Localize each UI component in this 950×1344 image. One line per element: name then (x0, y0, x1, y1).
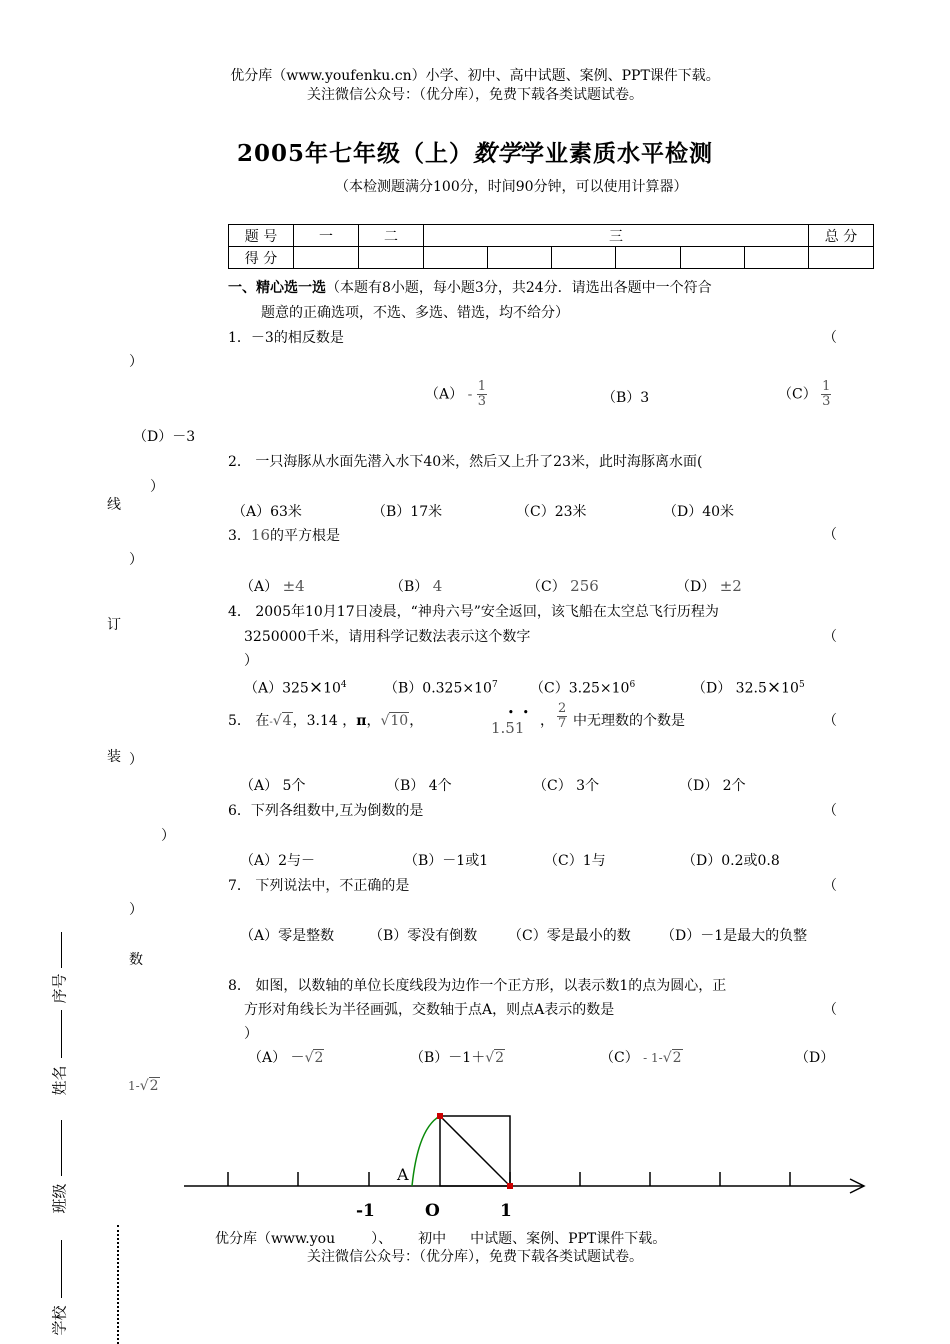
q4-stem-1: 4． 2005年10月17日凌晨，“神舟六号”安全返回，该飞船在太空总飞行历程为 (228, 604, 719, 620)
q4-d-label: （D） 32.5 (692, 680, 767, 697)
xuexiao-underline[interactable] (61, 1240, 62, 1298)
q8-a-label: （A） － (248, 1050, 305, 1066)
q8-c-value: - 1- (643, 1051, 663, 1065)
title-part-2: 数学 (473, 140, 521, 167)
q5-n4-radicand: 10 (390, 713, 409, 729)
q5-n2: ，3.14 ， (292, 713, 357, 729)
q5-n6-fraction (557, 702, 567, 731)
q3-b-label: （B） (390, 579, 429, 595)
q1-a-label: （A） (425, 386, 464, 403)
footer-line-1 (215, 1229, 666, 1249)
xuhao-underline[interactable] (61, 932, 62, 968)
score-table (228, 224, 874, 269)
q3-a-value: ±4 (282, 577, 305, 595)
score-cell-2: 二 (359, 225, 424, 247)
q4-stem-2: 3250000千米，请用科学记数法表示这个数字 (244, 629, 531, 645)
page-title (0, 135, 950, 168)
q2-option-a[interactable]: （A）63米 (232, 504, 302, 520)
radius-arc (412, 1116, 440, 1186)
title-part-1: 2005年七年级（上） (236, 140, 473, 167)
q8-option-c[interactable] (600, 1048, 683, 1068)
q6-paren-open: （ (823, 803, 837, 819)
q7-option-d[interactable]: （D）－1是最大的负整 (661, 928, 808, 944)
score-table-header-row (229, 225, 874, 247)
q6-option-a[interactable]: （A）2与－ (240, 853, 316, 869)
q8-b-radicand: 2 (495, 1050, 505, 1066)
q3-d-label: （D） (676, 579, 716, 595)
q5-paren-open: （ (823, 713, 837, 729)
q3-d-value: ±2 (719, 577, 742, 595)
footer-part-1: 优分库（www.you (215, 1231, 336, 1247)
q6-stem: 6．下列各组数中,互为倒数的是 (228, 803, 424, 819)
q4-a-exp: 4 (340, 680, 347, 690)
q4-b-ten: 10 (474, 680, 492, 697)
q4-b-times: × (462, 680, 475, 697)
footer-part-4: 中试题、案例、PPT课件下载。 (470, 1231, 667, 1247)
q5-comma-1: ， (366, 713, 381, 729)
q3-paren-open: （ (823, 527, 837, 543)
q1-paren-close: ） (129, 354, 143, 370)
q3-paren-close: ） (129, 552, 143, 568)
q4-d-times: × (766, 677, 782, 698)
q3-number: 3． (228, 528, 251, 544)
q8-stem-1: 8． 如图，以数轴的单位长度线段为边作一个正方形，以表示数1的点为圆心，正 (228, 978, 727, 994)
score-table-value-row (229, 247, 874, 269)
q1-a-den: 3 (477, 394, 487, 409)
section-1-heading (228, 278, 712, 298)
score-value-3b[interactable] (488, 247, 552, 269)
q4-c-times: × (599, 680, 612, 697)
q4-a-label: （A）325 (244, 680, 309, 697)
q2-option-d[interactable]: （D）40米 (663, 504, 735, 520)
q3-option-d[interactable] (676, 576, 742, 597)
q5-n4-sqrt: √10 (380, 713, 409, 729)
q3-option-b[interactable] (390, 576, 442, 597)
q1-c-label: （C） (778, 386, 817, 403)
margin-zhuang: 装 (107, 749, 121, 765)
footer-line-2: 关注微信公众号：（优分库），免费下载各类试题试卷。 (307, 1249, 643, 1265)
q5-lead: 5． 在 (228, 713, 270, 729)
q4-d-exp: 5 (798, 680, 805, 690)
q4-option-b[interactable] (384, 675, 498, 699)
q6-paren-close: ） (161, 828, 175, 844)
tick-label-1: 1 (500, 1201, 512, 1220)
section-1-desc-1: （本题有8小题，每小题3分，共24分．请选出各题中一个符合 (326, 280, 712, 296)
q8-b-sqrt: √2 (485, 1050, 505, 1066)
binding-dotted-line (117, 1225, 119, 1344)
q4-option-c[interactable] (530, 675, 635, 699)
score-cell-3: 三 (424, 225, 809, 247)
q4-a-ten: 10 (323, 680, 341, 697)
q2-paren-close: ） (150, 479, 164, 495)
q4-a-times: × (308, 677, 324, 698)
q5-repeat-dots: • • (508, 708, 532, 718)
q1-c-fraction (821, 380, 831, 409)
q4-d-ten: 10 (781, 680, 799, 697)
score-value-3e[interactable] (680, 247, 744, 269)
q3-c-value: 256 (570, 577, 599, 595)
q3-c-label: （C） (527, 579, 566, 595)
q7-option-c[interactable]: （C）零是最小的数 (508, 928, 631, 944)
q4-option-a[interactable] (244, 675, 347, 699)
tick-label-0: O (425, 1201, 440, 1220)
q3-b-value: 4 (432, 577, 443, 595)
q2-option-b[interactable]: （B）17米 (372, 504, 443, 520)
q1-a-sign: - (467, 386, 473, 403)
q8-a-radicand: 2 (314, 1050, 324, 1066)
title-part-3: 学业素质水平检测 (521, 140, 713, 167)
q5-comma-3: ， (540, 713, 554, 729)
q8-d-radicand: 2 (149, 1078, 159, 1094)
q5-paren-close: ） (129, 752, 143, 768)
q8-c-sqrt: √2 (662, 1050, 682, 1066)
margin-banji: 班级 (50, 1183, 69, 1214)
q6-option-c[interactable]: （C）1与 (544, 853, 606, 869)
square-diagonal (440, 1116, 510, 1186)
section-1-desc-2: 题意的正确选项，不选、多选、错选，均不给分） (261, 305, 569, 321)
score-cell-label: 题 号 (229, 225, 294, 247)
q3-stem (228, 525, 340, 546)
subtitle: （本检测题满分100分，时间90分钟，可以使用计算器） (335, 179, 688, 195)
banji-underline[interactable] (61, 1120, 62, 1176)
header-line-1: 优分库（www.youfenku.cn）小学、初中、高中试题、案例、PPT课件下载。 (230, 68, 720, 84)
xingming-underline[interactable] (61, 1010, 62, 1058)
footer-part-2: ）、 (371, 1231, 393, 1247)
q7-paren-close: ） (129, 902, 143, 918)
q5-option-a[interactable]: （A） 5个 (240, 778, 306, 794)
q8-paren-close: ） (244, 1026, 258, 1042)
q8-stem-2: 方形对角线长为半径画弧，交数轴于点A，则点A表示的数是 (244, 1002, 615, 1018)
section-1-title: 一、精心选一选 (228, 280, 326, 296)
q1-paren-open: （ (823, 330, 837, 346)
q1-option-d[interactable]: （D）－3 (133, 429, 196, 445)
q5-tail: 中无理数的个数是 (573, 713, 685, 729)
q5-n1-sign: - (269, 717, 273, 728)
margin-xuexiao: 学校 (50, 1305, 69, 1336)
q4-paren-open: （ (823, 629, 837, 645)
q3-stem-text: 的平方根是 (270, 528, 341, 544)
q8-c-label: （C） (600, 1050, 639, 1066)
q1-option-b[interactable]: （B）3 (602, 390, 650, 406)
q5-stem (228, 711, 423, 733)
q3-a-label: （A） (240, 579, 279, 595)
score-value-total[interactable] (809, 247, 874, 269)
score-value-3c[interactable] (552, 247, 616, 269)
q5-n1-radicand: 4 (282, 713, 292, 729)
q3-option-a[interactable] (240, 576, 305, 597)
q8-b-label: （B）－1＋ (410, 1050, 486, 1066)
q4-c-exp: 6 (629, 680, 636, 690)
q8-option-a[interactable] (248, 1048, 324, 1068)
diagonal-end-marker (437, 1113, 443, 1119)
q1-option-a[interactable] (425, 380, 487, 409)
q1-c-num: 1 (822, 379, 831, 394)
score-value-3d[interactable] (616, 247, 680, 269)
q2-stem: 2． 一只海豚从水面先潜入水下40米，然后又上升了23米，此时海豚离水面( (228, 454, 703, 470)
q8-paren-open: （ (823, 1002, 837, 1018)
score-cell-1: 一 (294, 225, 359, 247)
q1-a-num: 1 (477, 379, 487, 394)
q3-option-c[interactable] (527, 576, 599, 597)
q7-option-d-tail: 数 (129, 952, 143, 968)
margin-ding: 订 (107, 617, 121, 633)
score-value-label: 得 分 (229, 247, 294, 269)
q4-paren-close: ） (244, 653, 258, 669)
q8-option-d-value (128, 1076, 160, 1096)
q5-n1-sqrt: √4 (272, 713, 292, 729)
q1-a-fraction (477, 380, 487, 409)
point-a-label: A (397, 1165, 409, 1184)
score-value-3a[interactable] (424, 247, 488, 269)
q1-option-c[interactable] (778, 380, 831, 409)
q7-option-b[interactable]: （B）零没有倒数 (369, 928, 478, 944)
q6-option-d[interactable]: （D）0.2或0.8 (682, 853, 780, 869)
q8-a-sqrt: √2 (304, 1050, 324, 1066)
q4-b-label: （B）0.325 (384, 680, 463, 697)
q5-n3: π (356, 713, 367, 729)
header-line-2: 关注微信公众号：（优分库），免费下载各类试题试卷。 (307, 87, 643, 103)
q4-b-exp: 7 (491, 680, 498, 690)
q5-option-c[interactable]: （C） 3个 (533, 778, 600, 794)
margin-xian: 线 (107, 497, 121, 513)
q5-n5: 1.51 (491, 719, 525, 737)
q4-c-ten: 10 (611, 680, 630, 697)
q1-stem: 1．－3的相反数是 (228, 330, 344, 346)
q7-option-a[interactable]: （A）零是整数 (240, 928, 335, 944)
q6-option-b[interactable]: （B）－1或1 (404, 853, 489, 869)
q8-option-d[interactable]: （D） (795, 1050, 835, 1066)
score-value-1[interactable] (294, 247, 359, 269)
q8-d-value: 1- (128, 1079, 140, 1093)
q8-option-b[interactable] (410, 1048, 505, 1068)
q8-c-radicand: 2 (672, 1050, 682, 1066)
q4-option-d[interactable] (692, 675, 805, 699)
q3-radicand: 16 (250, 526, 271, 544)
score-value-3f[interactable] (744, 247, 808, 269)
q1-c-den: 3 (822, 394, 831, 409)
score-value-2[interactable] (359, 247, 424, 269)
q5-n6-den: 7 (558, 716, 567, 731)
q5-option-b[interactable]: （B） 4个 (386, 778, 452, 794)
footer-part-3: 初中 (418, 1231, 447, 1247)
score-cell-total: 总 分 (809, 225, 874, 247)
center-marker (507, 1183, 513, 1189)
q7-paren-open: （ (823, 878, 837, 894)
q4-c-label: （C）3.25 (530, 680, 600, 697)
q5-comma-2: ， (409, 713, 424, 729)
q5-option-d[interactable]: （D） 2个 (679, 778, 746, 794)
margin-xingming: 姓名 (50, 1065, 69, 1096)
q5-n6-num: 2 (558, 701, 567, 716)
q2-option-c[interactable]: （C）23米 (516, 504, 587, 520)
q7-stem: 7． 下列说法中，不正确的是 (228, 878, 410, 894)
tick-label-neg-1: -1 (356, 1201, 375, 1220)
q8-d-sqrt: √2 (139, 1078, 159, 1094)
number-line-figure (180, 1108, 875, 1220)
margin-xuhao: 序号 (50, 973, 69, 1004)
